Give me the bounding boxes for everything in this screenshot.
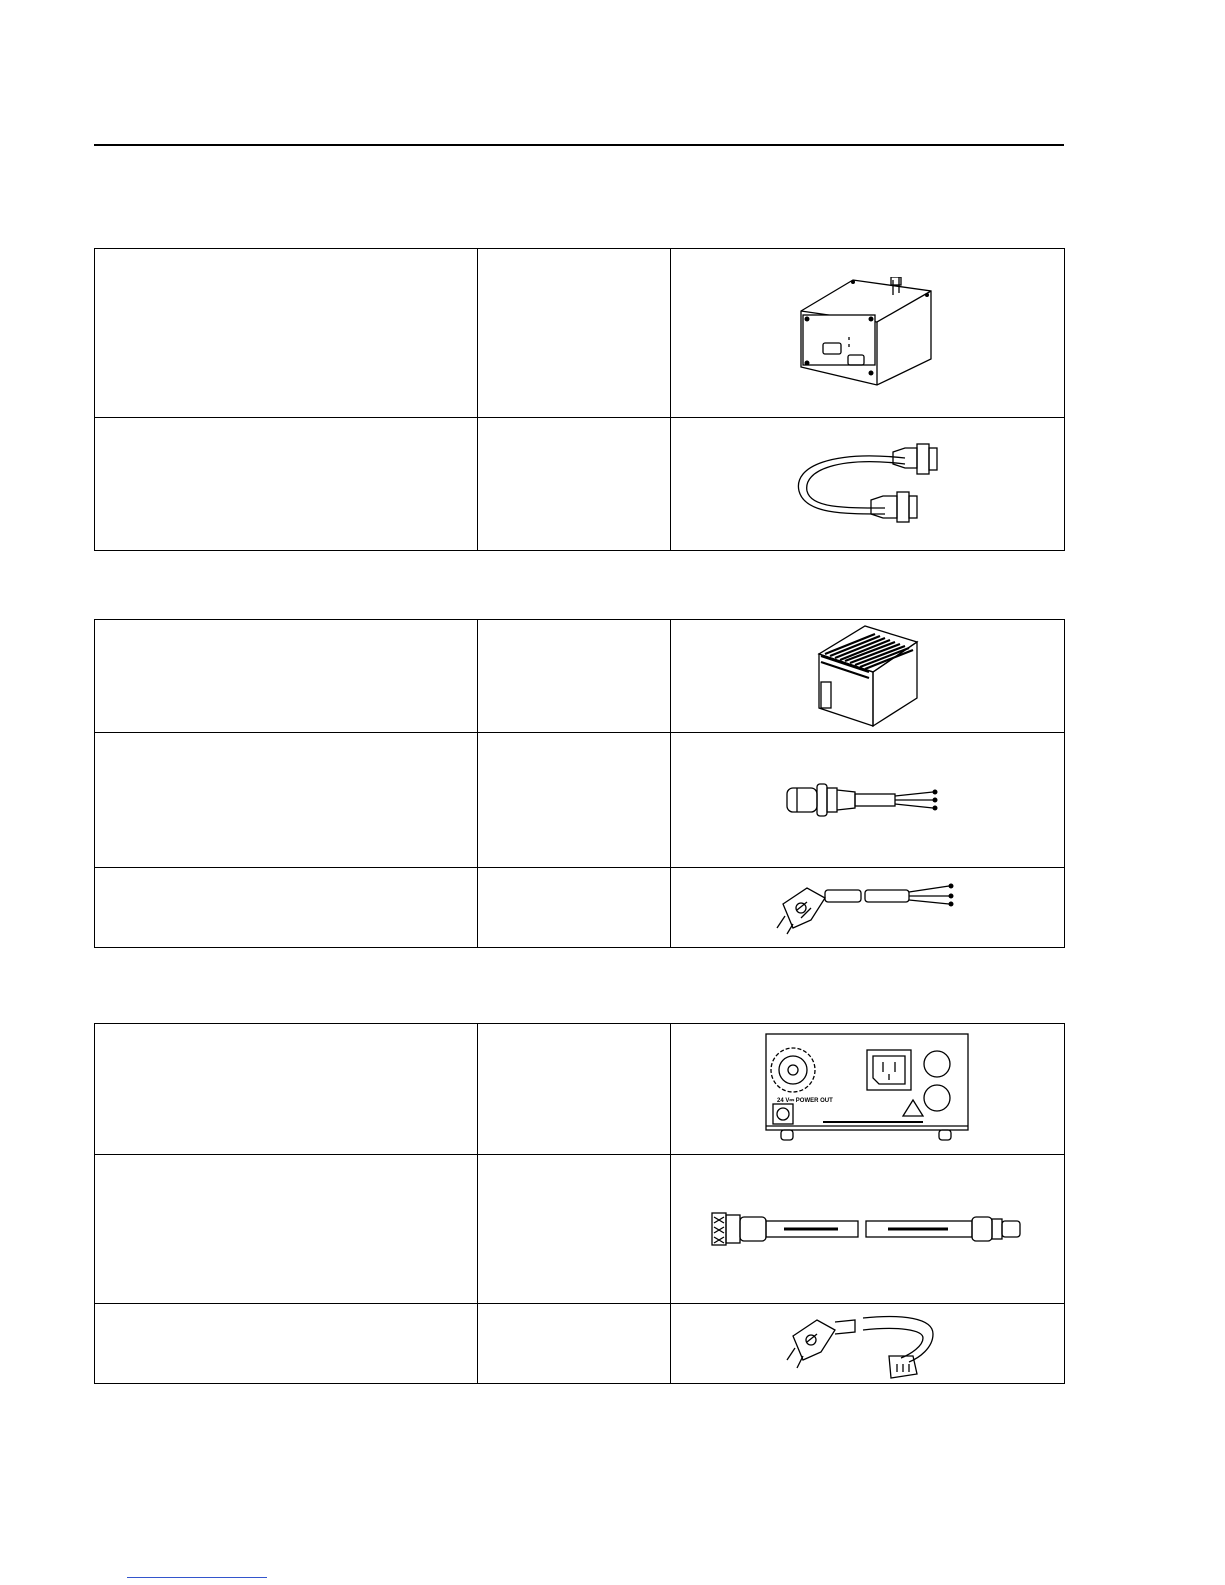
interface-box-drawing [793,277,943,389]
description-cell [95,249,478,418]
table-row [95,1304,1065,1384]
accessory-table-3 [94,1023,1065,1384]
picture-cell [671,733,1065,868]
mains-cable-iec-drawing [783,1308,953,1380]
header-rule [94,144,1064,146]
order-number-cell [478,418,671,551]
picture-cell [671,1024,1065,1155]
picture-cell [671,249,1065,418]
order-number-cell [478,733,671,868]
table-row [95,868,1065,948]
description-cell [95,1304,478,1384]
description-cell [95,620,478,733]
footer-link-underline[interactable] [127,1577,267,1578]
sub-d-connecting-cable-drawing [793,436,943,532]
order-number-cell [478,1155,671,1304]
table-row [95,1024,1065,1155]
picture-cell [671,620,1065,733]
order-number-cell [478,1024,671,1155]
description-cell [95,1155,478,1304]
round-connector-cable-open-end-drawing [783,780,953,820]
description-cell [95,418,478,551]
order-number-cell [478,868,671,948]
power-supply-unit-drawing [763,1030,973,1148]
accessory-table-2 [94,619,1065,948]
table-row [95,1155,1065,1304]
panel-label: 24 V⎓ POWER OUT [776,1098,833,1104]
description-cell [95,733,478,868]
din-rail-power-supply-drawing [813,624,923,728]
picture-cell [671,418,1065,551]
picture-cell [671,1155,1065,1304]
order-number-cell [478,249,671,418]
table-row [95,620,1065,733]
picture-cell [671,868,1065,948]
description-cell [95,868,478,948]
connecting-cable-drawing [708,1207,1028,1251]
description-cell [95,1024,478,1155]
table-row [95,733,1065,868]
table-row [95,249,1065,418]
order-number-cell [478,620,671,733]
table-row [95,418,1065,551]
picture-cell [671,1304,1065,1384]
accessory-table-1 [94,248,1065,551]
order-number-cell [478,1304,671,1384]
mains-plug-cable-open-end-drawing [773,880,963,936]
